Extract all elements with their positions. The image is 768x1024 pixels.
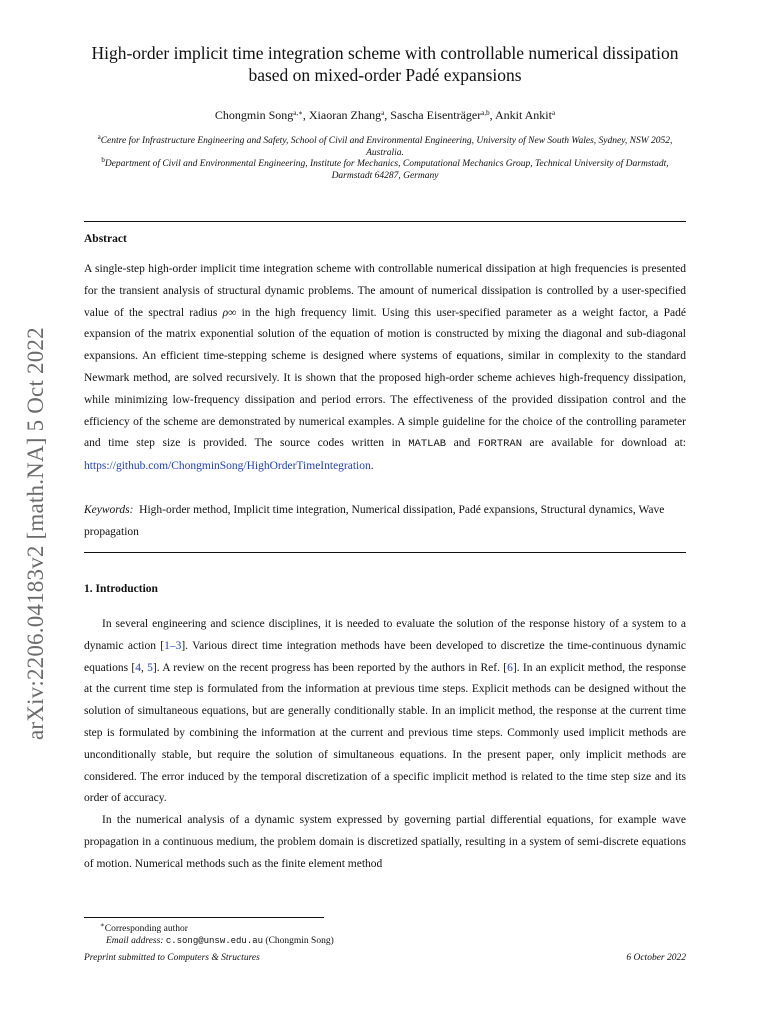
author-affiliation-mark: a	[551, 109, 556, 117]
affiliation-label: b	[101, 156, 105, 164]
footnote-label: Corresponding author	[104, 924, 188, 934]
affiliation-text: Centre for Infrastructure Engineering and Safety, School of Civil and Environmental Engineering, University of New South Wales, Sydney, NSW 2052, Australia.	[100, 136, 673, 158]
author-affiliation-mark: a	[381, 109, 385, 117]
footnote	[100, 919, 690, 947]
author-name: Chongmin Song	[214, 108, 294, 122]
citation-link[interactable]: 1–3	[164, 639, 182, 652]
paragraph	[84, 614, 686, 810]
abstract-text-part: .	[370, 460, 374, 473]
abstract-bottom-rule	[84, 552, 686, 553]
email-owner: (Chongmin Song)	[265, 936, 334, 946]
paper-title: High-order implicit time integration scheme with controllable numerical dissipation based on mixed-order Padé expansions	[91, 43, 679, 85]
keywords	[84, 500, 686, 544]
paragraph-text: ]. A review on the recent progress has been reported by the authors in Ref. [	[152, 661, 508, 674]
spectral-radius-symbol: ρ∞	[222, 306, 237, 319]
source-code-link[interactable]: https://github.com/ChongminSong/HighOrderTimeIntegration	[84, 460, 371, 473]
citation-link[interactable]: 6	[507, 661, 513, 674]
author-list: Chongmin Song$^{a,∗}$, Xiaoran Zhang$^a$, Sascha Eisenträger$^{a,b}$, Ankit Ankit$^a$	[214, 108, 556, 122]
paragraph-text: In several engineering and science disciplines, it is needed to evaluate the solution of the response history of a system to a dynamic action [	[84, 618, 686, 652]
author-name: Ankit Ankit	[494, 108, 552, 122]
abstract-text-part: are available for download at:	[522, 437, 686, 450]
paragraph-text: ,	[140, 661, 148, 674]
citation-link[interactable]: 5	[147, 661, 153, 674]
abstract-heading: Abstract	[84, 233, 127, 245]
affiliation-text: Department of Civil and Environmental Engineering, Institute for Mechanics, Computational Mechanics Group, Technical University of Darmstadt, Darmstadt 64287, Germany	[104, 159, 669, 181]
abstract-text-part: and	[446, 437, 478, 450]
abstract-text-part: in the high frequency limit. Using this user-specified parameter as a weight factor, a Padé expansion of the matrix exponential solution of the equation of motion is constructed by mixing the diagonal and sub-diagonal expansions. An efficient time-stepping scheme is designed where systems of equations, similar in complexity to the standard Newmark method, are solved recursively. It is shown that the proposed high-order scheme achieves high-frequency dissipation, while minimizing low-frequency dissipation and period errors. The effectiveness of the provided dissipation control and the efficiency of the scheme are demonstrated by numerical examples. A simple guideline for the choice of the controlling parameter and time step size is provided. The source codes written in	[84, 306, 686, 450]
citation-link[interactable]: 4	[135, 661, 141, 674]
abstract-text	[84, 259, 686, 478]
footnote-corresponding	[100, 919, 690, 935]
affiliation-b	[84, 154, 686, 182]
footer-date: 6 October 2022	[626, 953, 686, 963]
introduction-body	[84, 614, 686, 876]
footer-journal: Preprint submitted to Computers & Structures	[84, 953, 260, 963]
author-affiliation-mark: a,∗	[293, 109, 303, 117]
paragraph: In the numerical analysis of a dynamic system expressed by governing partial differential equations, for example wave propagation in a continuous medium, the problem domain is discretized spatially, resulting in a system of semi-discrete equations of motion. Numerical methods such as the finite element method	[84, 814, 686, 870]
keywords-text: High-order method, Implicit time integration, Numerical dissipation, Padé expansions, Structural dynamics, Wave propagation	[84, 504, 665, 538]
section-heading: 1. Introduction	[84, 583, 158, 595]
keywords-label: Keywords:	[84, 504, 134, 516]
affiliation-label: a	[97, 133, 101, 141]
paragraph-text: ]. In an explicit method, the response at the current time step is formulated from the information at previous time steps. Explicit methods can be designed without the solution of simultaneous equations, but are generally conditionally stable. In an implicit method, the response at the current time step is formulated by combining the information at the current and previous time steps. Commonly used implicit methods are unconditionally stable, but require the solution of simultaneous equations. In the present paper, only implicit methods are considered. The error induced by the temporal discretization of a specific implicit method is related to the time step size and its order of accuracy.	[84, 661, 687, 805]
abstract-top-rule	[84, 221, 686, 222]
arxiv-identifier: arXiv:2206.04183v2 [math.NA] 5 Oct 2022	[23, 327, 48, 740]
email-label: Email address:	[106, 936, 164, 946]
footnote-mark: ∗	[100, 921, 105, 929]
footnote-email-line	[100, 935, 690, 947]
author-affiliation-mark: a,b	[481, 109, 490, 117]
paragraph-text: ]. Various direct time integration methods have been developed to discretize the time-continuous dynamic equations [	[84, 639, 686, 674]
fortran-term: FORTRAN	[477, 438, 523, 451]
footnote-rule	[84, 917, 324, 918]
author-name: Xiaoran Zhang	[308, 108, 382, 122]
matlab-term: MATLAB	[408, 438, 447, 451]
email-address[interactable]: c.song@unsw.edu.au	[165, 936, 264, 946]
abstract-text-part: A single-step high-order implicit time integration scheme with controllable numerical dissipation at high frequencies is presented for the transient analysis of structural dynamic problems. The amount of numerical dissipation is controlled by a user-specified value of the spectral radius	[84, 263, 686, 319]
author-name: Sascha Eisenträger	[390, 108, 482, 122]
